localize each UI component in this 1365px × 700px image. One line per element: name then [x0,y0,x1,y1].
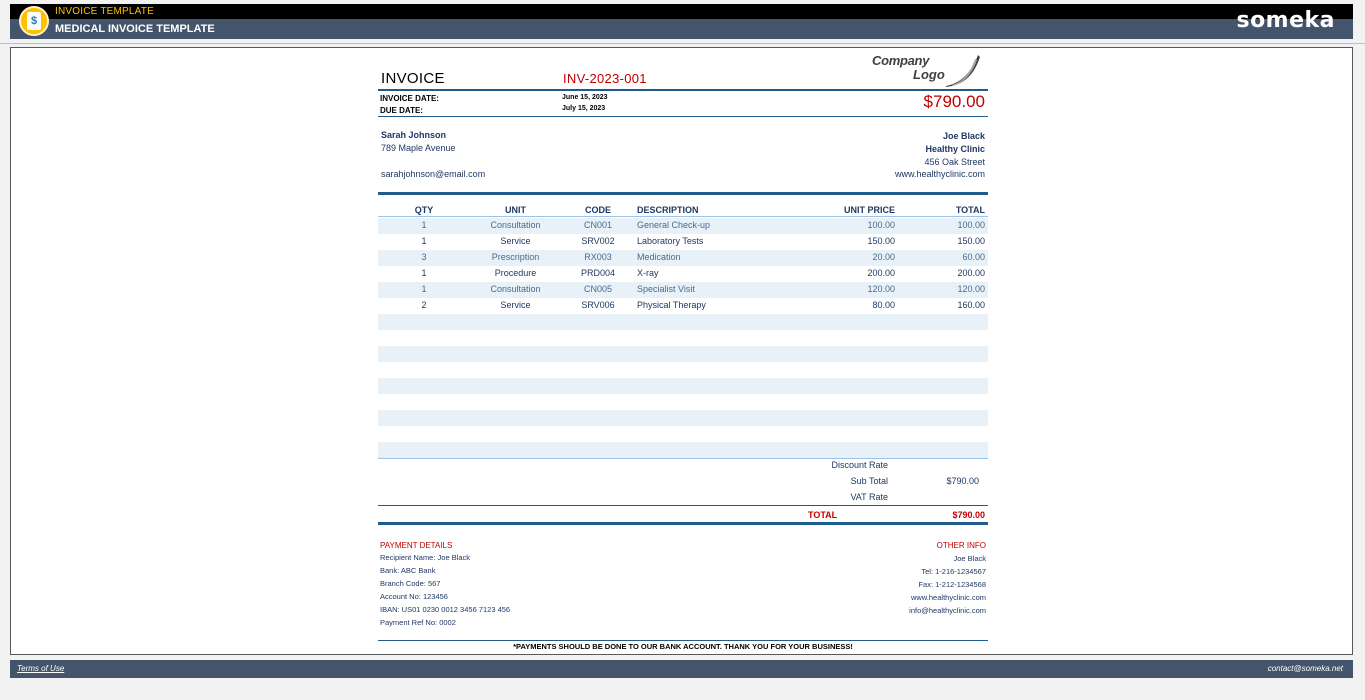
provider-website[interactable]: www.healthyclinic.com [894,169,985,179]
client-email[interactable]: sarahjohnson@email.com [381,169,486,179]
empty-row[interactable] [378,362,988,378]
cell-qty[interactable]: 1 [421,236,427,246]
amount-due: $790.00 [923,92,985,111]
table-row[interactable] [378,298,988,314]
grand-total-value: $790.00 [952,510,985,520]
cell-unit-price[interactable]: 80.00 [872,300,895,310]
cell-qty[interactable]: 3 [421,252,427,262]
payment-note: *PAYMENTS SHOULD BE DONE TO OUR BANK ACCOUNT. THANK YOU FOR YOUR BUSINESS! [513,642,853,651]
invoice-document [378,48,988,654]
cell-unit[interactable]: Consultation [490,284,541,294]
vat-label: VAT Rate [850,492,888,502]
cell-total: 150.00 [957,236,985,246]
cell-total: 120.00 [957,284,985,294]
table-row[interactable] [378,282,988,298]
company-logo-line2: Logo [913,67,945,82]
footer-rule [378,640,988,641]
table-row[interactable] [378,218,988,234]
cell-unit[interactable]: Consultation [490,220,541,230]
col-total: TOTAL [955,205,985,215]
cell-code[interactable]: CN005 [583,284,612,294]
logo-swoosh-icon [942,53,980,87]
other-info-line[interactable]: Joe Black [953,554,986,563]
cell-total: 160.00 [957,300,985,310]
other-info-line[interactable]: Fax: 1-212-1234568 [918,580,986,589]
table-row[interactable] [378,250,988,266]
payment-line[interactable]: Bank: ABC Bank [380,566,436,575]
other-info-line[interactable]: Tel: 1-216-1234567 [921,567,986,576]
empty-row[interactable] [378,378,988,394]
cell-description[interactable]: Medication [637,252,681,262]
banner-black-strip [10,4,1353,19]
empty-row[interactable] [378,330,988,346]
cell-total: 200.00 [957,268,985,278]
items-table-header [378,203,988,217]
terms-of-use-link[interactable]: Terms of Use [17,664,65,673]
table-top-rule [378,192,988,195]
invoice-sheet [10,47,1353,655]
table-row[interactable] [378,234,988,250]
client-name[interactable]: Sarah Johnson [381,130,447,140]
company-logo-line1: Company [872,53,930,68]
cell-code[interactable]: PRD004 [580,268,616,278]
col-unit: UNIT [505,205,526,215]
col-code: CODE [584,205,611,215]
table-bottom-rule [378,458,988,459]
empty-row[interactable] [378,394,988,410]
cell-unit[interactable]: Service [500,236,531,246]
cell-unit[interactable]: Procedure [494,268,537,278]
cell-unit-price[interactable]: 20.00 [872,252,895,262]
cell-qty[interactable]: 1 [421,284,427,294]
table-row[interactable] [378,266,988,282]
empty-row[interactable] [378,426,988,442]
cell-description[interactable]: X-ray [637,268,659,278]
cell-description[interactable]: Laboratory Tests [637,236,704,246]
empty-row[interactable] [378,346,988,362]
cell-code[interactable]: SRV002 [581,236,615,246]
due-date-value[interactable]: July 15, 2023 [562,105,606,112]
app-category: INVOICE TEMPLATE [55,6,154,17]
payment-line[interactable]: Payment Ref No: 0002 [380,618,456,627]
cell-unit-price[interactable]: 120.00 [867,284,895,294]
subtotal-value: $790.00 [946,476,979,486]
cell-unit[interactable]: Prescription [491,252,540,262]
subtotal-label: Sub Total [850,476,888,486]
cell-total: 100.00 [957,220,985,230]
cell-description[interactable]: Specialist Visit [637,284,695,294]
other-info-line[interactable]: info@healthyclinic.com [909,606,986,615]
cell-code[interactable]: CN001 [583,220,612,230]
someka-logo[interactable]: someka [1236,8,1335,33]
other-info-line[interactable]: www.healthyclinic.com [910,593,986,602]
empty-row[interactable] [378,442,988,458]
cell-description[interactable]: General Check-up [637,220,711,230]
items-table-body [378,218,988,458]
cell-qty[interactable]: 2 [421,300,427,310]
total-rule [378,522,988,525]
sheet-title: MEDICAL INVOICE TEMPLATE [55,23,215,35]
invoice-date-value[interactable]: June 15, 2023 [562,94,608,101]
col-qty: QTY [414,205,434,215]
other-info-heading: OTHER INFO [936,541,986,550]
col-description: DESCRIPTION [637,205,699,215]
provider-company[interactable]: Healthy Clinic [925,144,985,154]
bottom-bar [10,660,1353,678]
payment-line[interactable]: IBAN: US01 0230 0012 3456 7123 456 [380,605,511,614]
divider [0,43,1365,44]
cell-qty[interactable]: 1 [421,220,427,230]
cell-code[interactable]: RX003 [584,252,612,262]
cell-qty[interactable]: 1 [421,268,427,278]
discount-label: Discount Rate [831,460,888,470]
empty-row[interactable] [378,410,988,426]
payment-line[interactable]: Branch Code: 567 [380,579,441,588]
payment-line[interactable]: Recipient Name: Joe Black [380,553,471,562]
cell-unit[interactable]: Service [500,300,531,310]
summary-rule [378,505,988,506]
due-date-label: DUE DATE: [380,106,423,115]
cell-unit-price[interactable]: 100.00 [867,220,895,230]
contact-email-link[interactable]: contact@someka.net [1267,664,1343,673]
cell-unit-price[interactable]: 150.00 [867,236,895,246]
cell-total: 60.00 [962,252,985,262]
cell-description[interactable]: Physical Therapy [637,300,706,310]
cell-unit-price[interactable]: 200.00 [867,268,895,278]
date-rule [378,116,988,117]
payment-details-heading: PAYMENT DETAILS [380,541,453,550]
payment-line[interactable]: Account No: 123456 [380,592,448,601]
invoice-number[interactable]: INV-2023-001 [563,71,647,86]
invoice-title: INVOICE [381,70,445,87]
top-banner [10,4,1353,39]
provider-address[interactable]: 456 Oak Street [924,157,985,167]
cell-code[interactable]: SRV006 [581,300,615,310]
invoice-date-label: INVOICE DATE: [380,94,439,103]
empty-row[interactable] [378,314,988,330]
grand-total-label: TOTAL [808,510,838,520]
provider-name[interactable]: Joe Black [942,131,985,141]
company-logo[interactable] [872,53,982,87]
invoice-app-icon: $ [19,6,49,36]
col-unit-price: UNIT PRICE [843,205,895,215]
header-rule [378,89,988,91]
client-address[interactable]: 789 Maple Avenue [381,143,456,153]
